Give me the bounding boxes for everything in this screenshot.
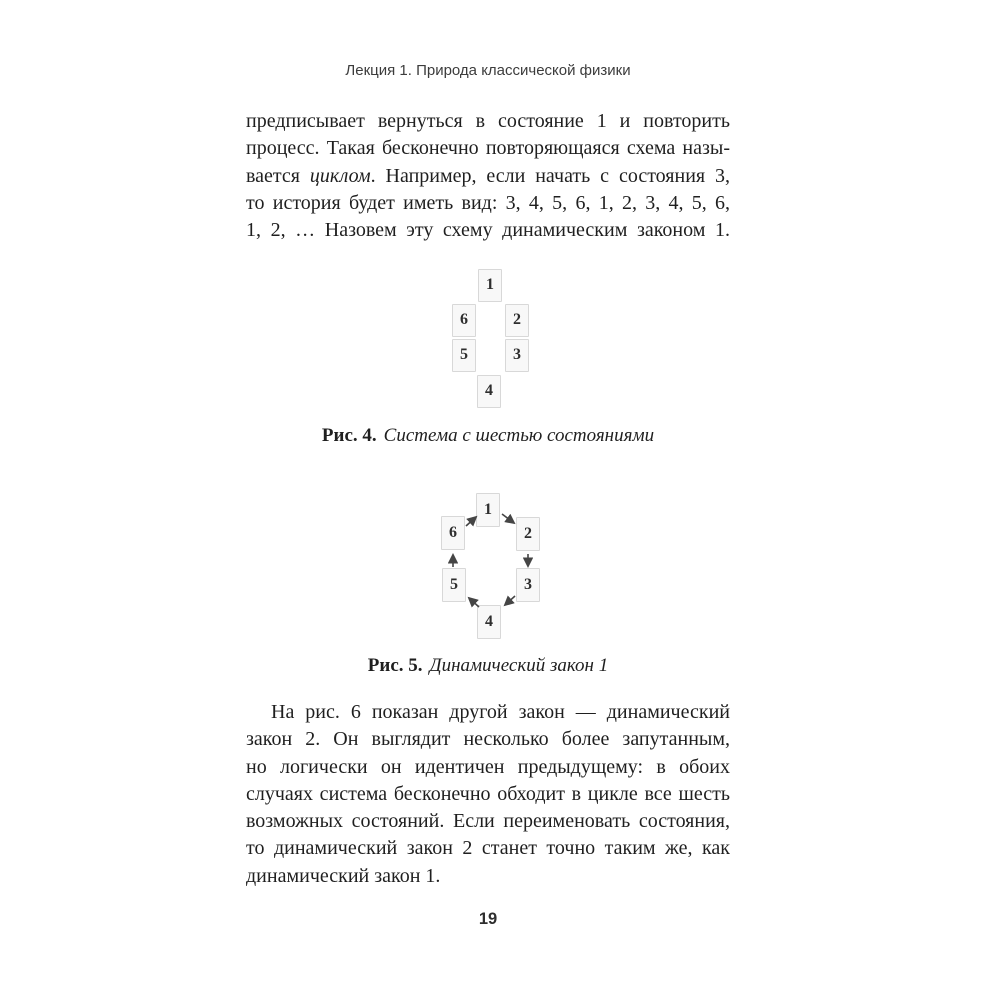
arrow-6-1 xyxy=(466,517,476,526)
state-box-3: 3 xyxy=(505,339,529,372)
state-box-6: 6 xyxy=(441,516,465,550)
arrow-1-2 xyxy=(502,514,514,523)
state-box-1: 1 xyxy=(476,493,500,527)
figure-caption-label: Рис. 5. xyxy=(367,655,423,676)
text-line: то динамический закон 2 станет точно таким же, как xyxy=(246,837,730,860)
figure-4-diagram xyxy=(452,269,530,409)
text-line: 1, 2, … Назовем эту схему динамическим законом 1. xyxy=(246,219,730,242)
text-line: то история будет иметь вид: 3, 4, 5, 6, 1, 2, 3, 4, 5, 6, xyxy=(246,191,730,214)
figure-5-diagram xyxy=(435,490,545,642)
page-number: 19 xyxy=(478,910,498,928)
text-line: динамический закон 1. xyxy=(246,864,441,887)
arrow-3-4 xyxy=(505,596,515,605)
running-header: Лекция 1. Природа классической физики xyxy=(345,62,631,79)
text-line: вается циклом. Например, если начать с состояния 3, xyxy=(246,164,730,187)
paragraph-cycle-description xyxy=(246,108,730,244)
state-box-4: 4 xyxy=(477,605,501,639)
figure-4-caption xyxy=(246,425,730,447)
state-box-6: 6 xyxy=(452,304,476,337)
cycle-arrows xyxy=(435,490,545,642)
state-box-5: 5 xyxy=(442,568,466,602)
state-box-1: 1 xyxy=(478,269,502,302)
figure-5-caption xyxy=(246,655,730,677)
text-line: случаях система бесконечно обходит в цикле все шесть xyxy=(246,782,730,805)
text-line: предписывает вернуться в состояние 1 и повторить xyxy=(246,110,730,132)
text-line: возможных состояний. Если переименовать состояния, xyxy=(246,810,730,833)
text-line: но логически он идентичен предыдущему: в обоих xyxy=(246,755,730,778)
state-box-2: 2 xyxy=(505,304,529,337)
text-line: На рис. 6 показан другой закон — динамический xyxy=(271,701,730,723)
state-box-3: 3 xyxy=(516,568,540,602)
figure-caption-title: Система с шестью состояниями xyxy=(383,425,655,446)
text-line: закон 2. Он выглядит несколько более запутанным, xyxy=(246,728,730,751)
figure-caption-label: Рис. 4. xyxy=(321,425,377,446)
text-line: процесс. Такая бесконечно повторяющаяся схема назы- xyxy=(246,137,730,160)
paragraph-law-2-description xyxy=(246,699,730,890)
arrow-4-5 xyxy=(469,598,479,607)
state-box-2: 2 xyxy=(516,517,540,551)
state-box-4: 4 xyxy=(477,375,501,408)
state-box-5: 5 xyxy=(452,339,476,372)
figure-caption-title: Динамический закон 1 xyxy=(429,655,609,676)
